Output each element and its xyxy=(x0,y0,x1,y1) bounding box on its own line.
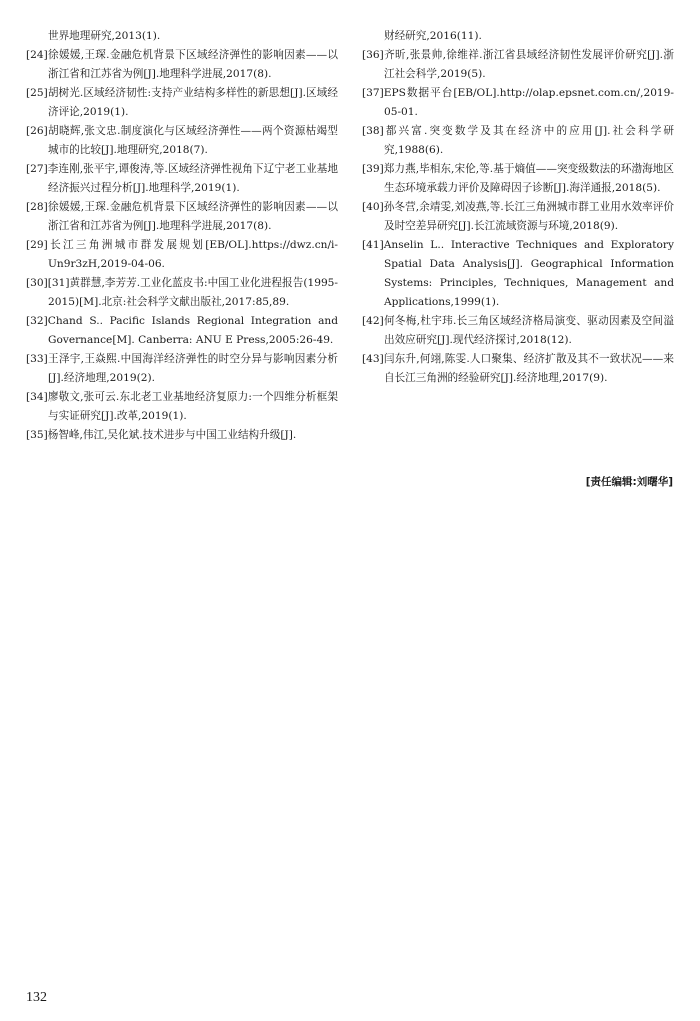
reference-item: [34]廖敬文,张可云.东北老工业基地经济复原力:一个四维分析框架与实证研究[J].改革,2019(1). xyxy=(26,391,338,422)
reference-item: [29]长江三角洲城市群发展规划[EB/OL].https://dwz.cn/i-Un9r3zH,2019-04-06. xyxy=(26,239,338,270)
reference-item: [27]李连刚,张平宇,谭俊涛,等.区域经济弹性视角下辽宁老工业基地经济振兴过程分析[J].地理科学,2019(1). xyxy=(26,163,338,194)
references-left-column xyxy=(26,27,338,445)
reference-item: 世界地理研究,2013(1). xyxy=(48,30,161,42)
reference-item: 财经研究,2016(11). xyxy=(384,30,482,42)
reference-item: [42]何冬梅,杜宇玮.长三角区域经济格局演变、驱动因素及空间溢出效应研究[J].现代经济探讨,2018(12). xyxy=(362,315,674,346)
reference-item: [37]EPS数据平台[EB/OL].http://olap.epsnet.com.cn/,2019-05-01. xyxy=(362,87,674,118)
reference-item: [32]Chand S.. Pacific Islands Regional Integration and Governance[M]. Canberra: ANU E Press,2005:26-49. xyxy=(26,315,338,346)
reference-item: [36]齐昕,张景帅,徐维祥.浙江省县域经济韧性发展评价研究[J].浙江社会科学,2019(5). xyxy=(362,49,674,80)
reference-item: [26]胡晓辉,张文忠.制度演化与区域经济弹性——两个资源枯竭型城市的比较[J].地理研究,2018(7). xyxy=(26,125,338,156)
reference-item: [39]郑力燕,毕相东,宋伦,等.基于熵值——突变级数法的环渤海地区生态环境承载力评价及障碍因子诊断[J].海洋通报,2018(5). xyxy=(362,163,674,194)
reference-item: [24]徐媛媛,王琛.金融危机背景下区域经济弹性的影响因素——以浙江省和江苏省为例[J].地理科学进展,2017(8). xyxy=(26,49,338,80)
reference-item: [28]徐媛媛,王琛.金融危机背景下区域经济弹性的影响因素——以浙江省和江苏省为例[J].地理科学进展,2017(8). xyxy=(26,201,338,232)
reference-item: [41]Anselin L.. Interactive Techniques and Exploratory Spatial Data Analysis[J]. Geographical Information Systems: Principles, Techniques, Management and Applications,1999(1). xyxy=(362,239,674,308)
page-number: 132 xyxy=(26,990,47,1005)
reference-item: [33]王泽宇,王焱熙.中国海洋经济弹性的时空分异与影响因素分析[J].经济地理,2019(2). xyxy=(26,353,338,384)
responsible-editor-note: [责任编辑:刘曙华] xyxy=(585,476,673,488)
reference-item: [43]闫东升,何翊,陈雯.人口聚集、经济扩散及其不一致状况——来自长江三角洲的经验研究[J].经济地理,2017(9). xyxy=(362,353,674,384)
reference-item: [38]都兴富.突变数学及其在经济中的应用[J].社会科学研究,1988(6). xyxy=(362,125,674,156)
reference-item: [30][31]黄群慧,李芳芳.工业化蓝皮书:中国工业化进程报告(1995-2015)[M].北京:社会科学文献出版社,2017:85,89. xyxy=(26,277,338,308)
references-right-column xyxy=(362,27,674,388)
reference-item: [35]杨智峰,伟江,吴化斌.技术进步与中国工业结构升级[J]. xyxy=(26,429,297,441)
reference-item: [25]胡树光.区域经济韧性:支持产业结构多样性的新思想[J].区域经济评论,2019(1). xyxy=(26,87,338,118)
reference-item: [40]孙冬营,余靖雯,刘凌燕,等.长江三角洲城市群工业用水效率评价及时空差异研究[J].长江流域资源与环境,2018(9). xyxy=(362,201,674,232)
